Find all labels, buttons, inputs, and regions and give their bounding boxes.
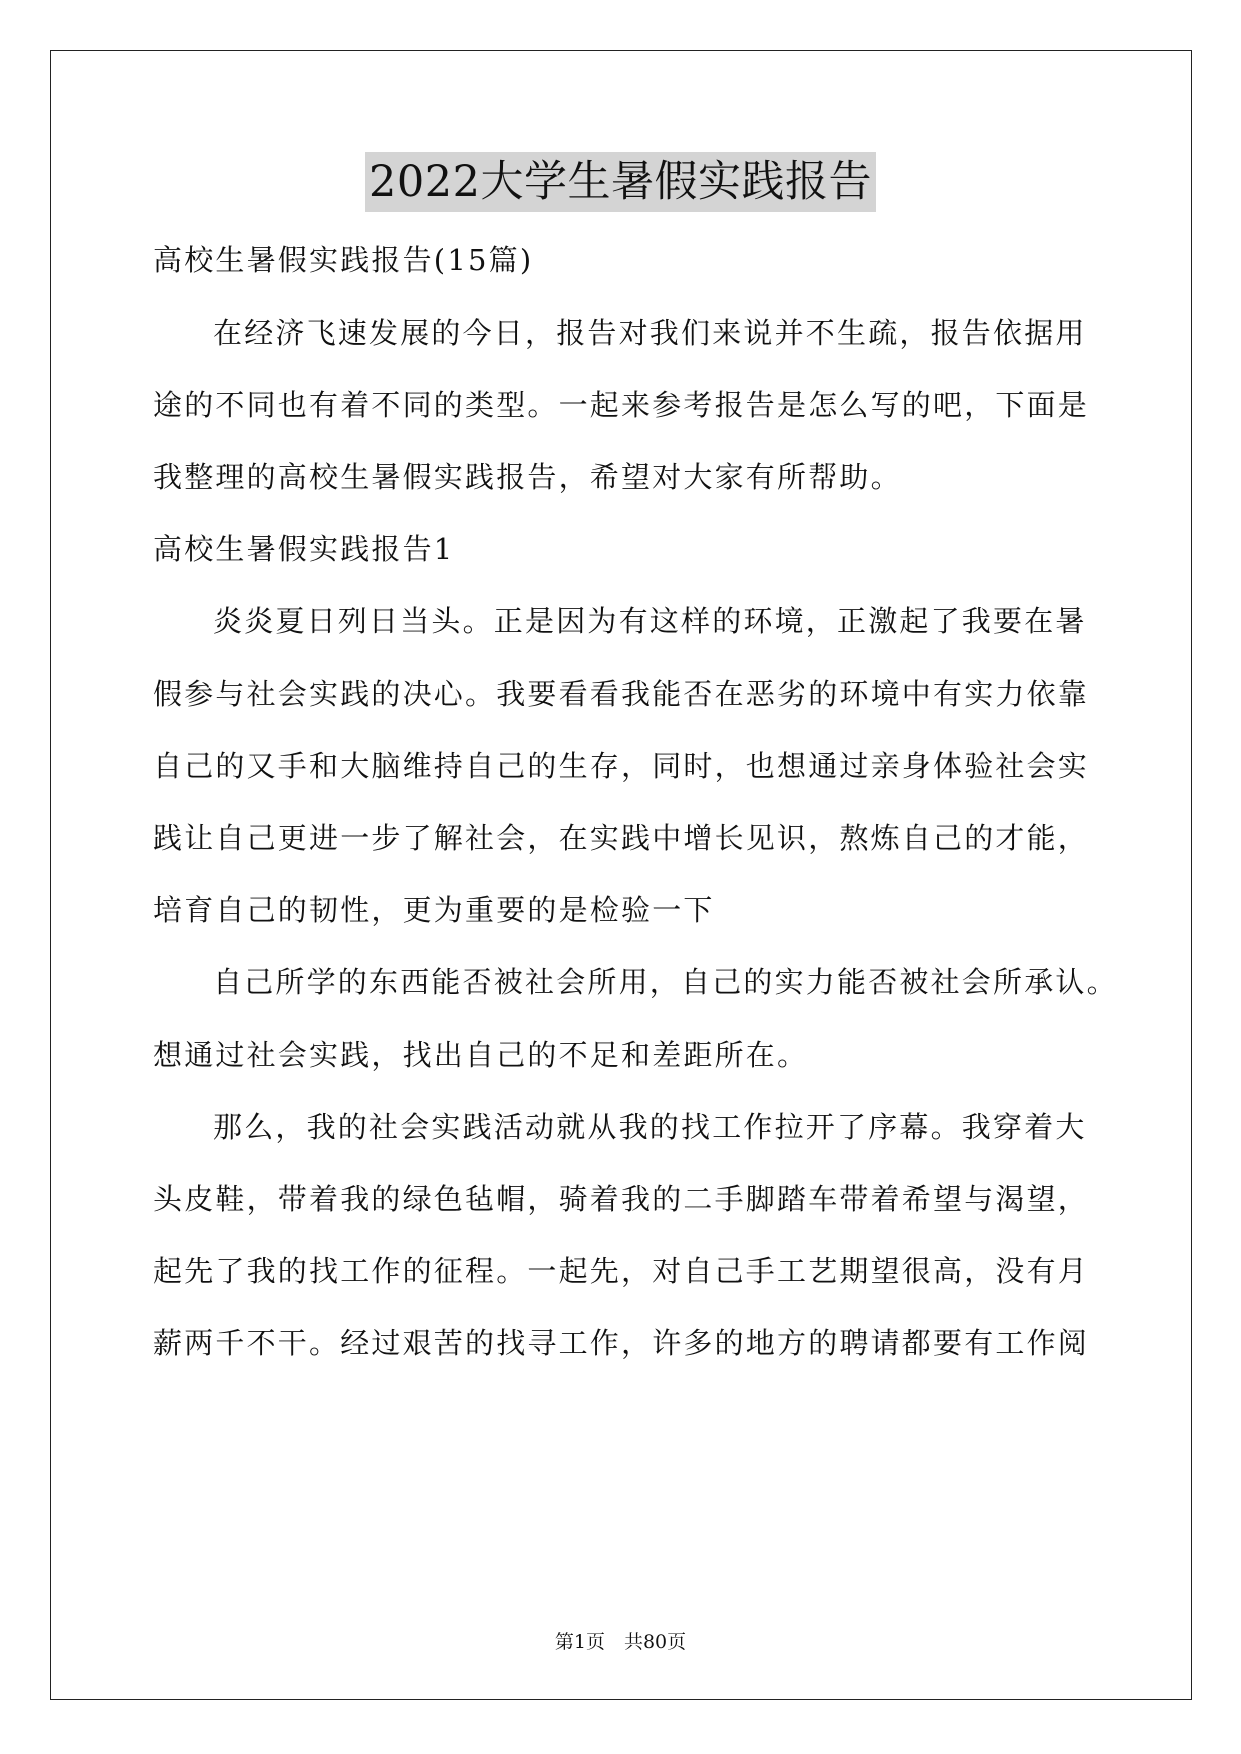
footer-suffix: 页 xyxy=(667,1631,687,1653)
page-border xyxy=(50,50,1192,1700)
document-title: 2022大学生暑假实践报告 xyxy=(365,152,876,212)
body-line: 头皮鞋，带着我的绿色毡帽，骑着我的二手脚踏车带着希望与渴望， xyxy=(153,1182,1090,1216)
section-heading: 高校生暑假实践报告(15篇) xyxy=(153,243,534,277)
body-line: 炎炎夏日列日当头。正是因为有这样的环境，正激起了我要在暑 xyxy=(213,604,1087,638)
title-container xyxy=(0,152,1241,212)
body-line: 假参与社会实践的决心。我要看看我能否在恶劣的环境中有实力依靠 xyxy=(153,677,1090,711)
body-line: 培育自己的韧性，更为重要的是检验一下 xyxy=(153,893,715,927)
body-line: 想通过社会实践，找出自己的不足和差距所在。 xyxy=(153,1038,809,1072)
body-line: 自己所学的东西能否被社会所用，自己的实力能否被社会所承认。 xyxy=(213,965,1118,999)
current-page-number: 1 xyxy=(573,1631,586,1653)
section-heading: 高校生暑假实践报告1 xyxy=(153,532,455,566)
body-line: 途的不同也有着不同的类型。一起来参考报告是怎么写的吧，下面是 xyxy=(153,388,1090,422)
page-footer xyxy=(0,1630,1241,1654)
body-line: 自己的又手和大脑维持自己的生存，同时，也想通过亲身体验社会实 xyxy=(153,749,1090,783)
body-line: 起先了我的找工作的征程。一起先，对自己手工艺期望很高，没有月 xyxy=(153,1254,1090,1288)
body-line: 在经济飞速发展的今日，报告对我们来说并不生疏，报告依据用 xyxy=(213,316,1087,350)
footer-middle: 页 共 xyxy=(585,1631,643,1653)
body-line: 我整理的高校生暑假实践报告，希望对大家有所帮助。 xyxy=(153,460,902,494)
body-line: 那么，我的社会实践活动就从我的找工作拉开了序幕。我穿着大 xyxy=(213,1110,1087,1144)
body-line: 践让自己更进一步了解社会，在实践中增长见识，熬炼自己的才能， xyxy=(153,821,1090,855)
body-line: 薪两千不干。经过艰苦的找寻工作，许多的地方的聘请都要有工作阅 xyxy=(153,1326,1090,1360)
footer-prefix: 第 xyxy=(554,1631,574,1653)
total-pages: 80 xyxy=(642,1631,668,1653)
